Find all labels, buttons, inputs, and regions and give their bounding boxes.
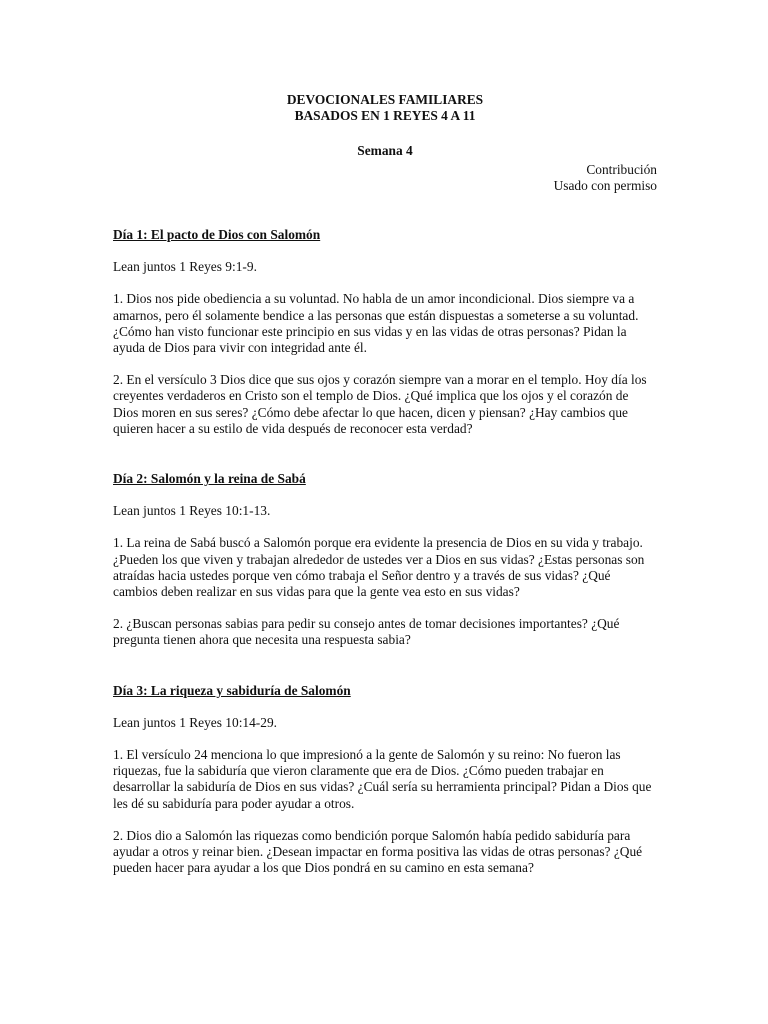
day-heading: Día 1: El pacto de Dios con Salomón [113,227,321,243]
day-heading: Día 3: La riqueza y sabiduría de Salomón [113,682,351,698]
day-section-2 [113,471,657,649]
day-section-1 [113,227,657,437]
question-paragraph: 1. La reina de Sabá buscó a Salomón porque era evidente la presencia de Dios en su vida y trabajo. ¿Pueden los que viven y trabajan alrededor de ustedes ver a Dios en sus vidas? ¿Estas personas son atraídas hacia ustedes porque ven cómo trabaja el Señor dentro y a través de sus vidas? ¿Qué cambios deben realizar en sus vidas para que la gente vea esto en sus vidas? [113,535,645,600]
attribution-line-2: Usado con permiso [553,177,657,193]
question-paragraph: 2. En el versículo 3 Dios dice que sus ojos y corazón siempre van a morar en el templo. Hoy día los creyentes verdaderos en Cristo son el templo de Dios. ¿Qué implica que los ojos y el corazón de Dios moren en sus seres? ¿Cómo debe afectar lo que hacen, dicen y piensan? ¿Hay cambios que quieren hacer a su estilo de vida después de reconocer esta verdad? [113,372,647,436]
reading-reference: Lean juntos 1 Reyes 10:1-13. [113,503,271,519]
document-title-line-1: DEVOCIONALES FAMILIARES [286,92,484,107]
reading-reference: Lean juntos 1 Reyes 9:1-9. [113,259,257,275]
question-paragraph: 2. ¿Buscan personas sabias para pedir su consejo antes de tomar decisiones importantes? ¿Qué pregunta tienen ahora que necesita una respuesta sabia? [113,616,620,648]
day-heading: Día 2: Salomón y la reina de Sabá [113,471,306,487]
day-section-3 [113,683,657,877]
question-paragraph: 2. Dios dio a Salomón las riquezas como bendición porque Salomón había pedido sabiduría para ayudar a otros y reinar bien. ¿Desean impactar en forma positiva las vidas de otras personas? ¿Qué pueden hacer para ayudar a los que Dios pondrá en su camino en esta semana? [113,827,643,876]
document-title-line-2: BASADOS EN 1 REYES 4 A 11 [294,108,476,124]
question-paragraph: 1. Dios nos pide obediencia a su voluntad. No habla de un amor incondicional. Dios siempre va a amarnos, pero él solamente bendice a las personas que están dispuestas a someterse a su voluntad. ¿Cómo han visto funcionar este principio en sus vidas y en las vidas de otras personas? Pidan la ayuda de Dios para vivir con integridad ante él. [113,291,639,356]
document-page [113,92,657,877]
question-paragraph: 1. El versículo 24 menciona lo que impresionó a la gente de Salomón y su reino: No fueron las riquezas, fue la sabiduría que vieron claramente que era de Dios. ¿Cómo pueden trabajar en desarrollar la sabiduría de Dios en sus vidas? ¿Cuál sería su herramienta principal? Pidan a Dios que les dé su sabiduría para poder ayudar a otros. [113,747,652,811]
attribution-line-1: Contribución [586,161,657,177]
reading-reference: Lean juntos 1 Reyes 10:14-29. [113,714,278,730]
week-label: Semana 4 [357,143,413,159]
